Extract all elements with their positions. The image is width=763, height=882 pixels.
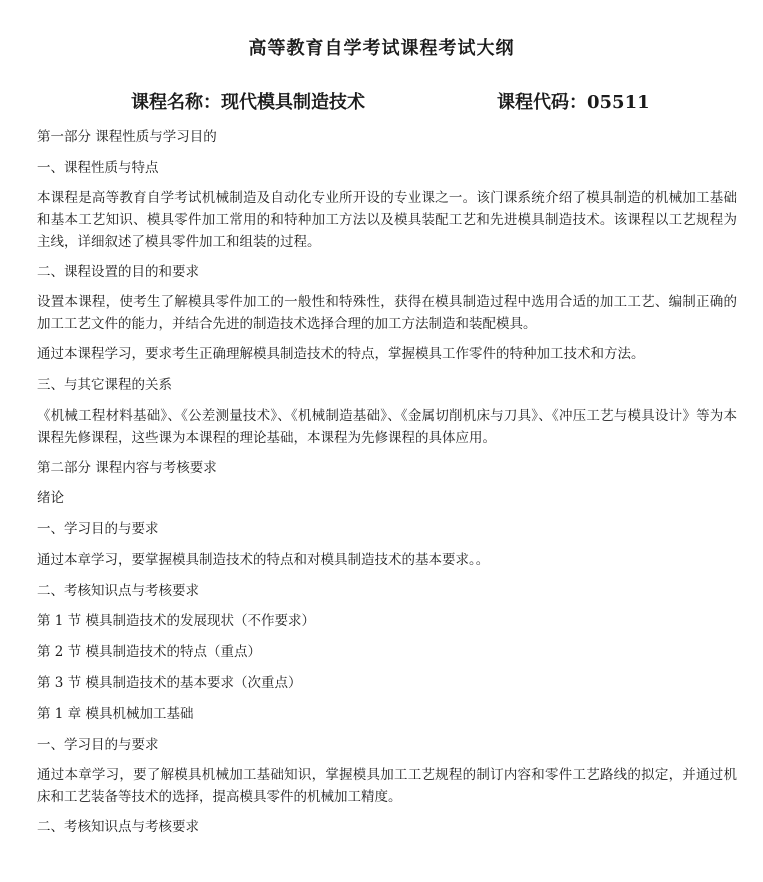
intro-section-2-heading: 二、考核知识点与考核要求 <box>37 583 199 599</box>
course-name: 课程名称：现代模具制造技术 <box>131 92 365 113</box>
intro-section-1-heading: 一、学习目的与要求 <box>37 521 159 537</box>
section-3-heading: 三、与其它课程的关系 <box>37 377 172 393</box>
section-2-heading: 二、课程设置的目的和要求 <box>37 264 199 280</box>
section-2-paragraph-1: 设置本课程，使考生了解模具零件加工的一般性和特殊性，获得在模具制造过程中选用合适的加工工艺、编制正确的加工工艺文件的能力，并结合先进的制造技术选择合理的加工方法制造和装配模具。 <box>37 294 737 332</box>
course-info <box>0 88 763 112</box>
list-item: 第 2 节 模具制造技术的特点（重点） <box>37 644 261 660</box>
section-3-paragraph: 《机械工程材料基础》、《公差测量技术》、《机械制造基础》、《金属切削机床与刀具》、《冲压工艺与模具设计》等为本课程先修课程，这些课为本课程的理论基础，本课程为先修课程的具体应用。 <box>37 408 737 446</box>
list-item: 第 3 节 模具制造技术的基本要求（次重点） <box>37 675 302 691</box>
chapter-1-section-1-heading: 一、学习目的与要求 <box>37 737 159 753</box>
chapter-1-section-1-paragraph: 通过本章学习，要了解模具机械加工基础知识，掌握模具加工工艺规程的制订内容和零件工艺路线的拟定，并通过机床和工艺装备等技术的选择，提高模具零件的机械加工精度。 <box>37 767 737 805</box>
list-item: 第 1 节 模具制造技术的发展现状（不作要求） <box>37 613 315 629</box>
introduction-heading: 绪论 <box>37 490 64 506</box>
section-2-paragraph-2: 通过本课程学习，要求考生正确理解模具制造技术的特点，掌握模具工作零件的特种加工技术和方法。 <box>37 346 645 362</box>
part-two-heading: 第二部分 课程内容与考核要求 <box>37 460 217 476</box>
part-one-heading: 第一部分 课程性质与学习目的 <box>37 129 217 145</box>
section-1-heading: 一、课程性质与特点 <box>37 160 159 176</box>
document-title: 高等教育自学考试课程考试大纲 <box>248 38 515 59</box>
section-1-paragraph: 本课程是高等教育自学考试机械制造及自动化专业所开设的专业课之一。该门课系统介绍了模具制造的机械加工基础和基本工艺知识、模具零件加工常用的和特种加工方法以及模具装配工艺和先进模具制造技术。该课程以工艺规程为主线，详细叙述了模具零件加工和组装的过程。 <box>37 190 737 250</box>
chapter-1-heading: 第 1 章 模具机械加工基础 <box>37 706 194 722</box>
course-code: 课程代码：05511 <box>497 92 650 113</box>
chapter-1-section-2-heading: 二、考核知识点与考核要求 <box>37 819 199 835</box>
intro-section-1-paragraph: 通过本章学习，要掌握模具制造技术的特点和对模具制造技术的基本要求。。 <box>37 552 490 568</box>
